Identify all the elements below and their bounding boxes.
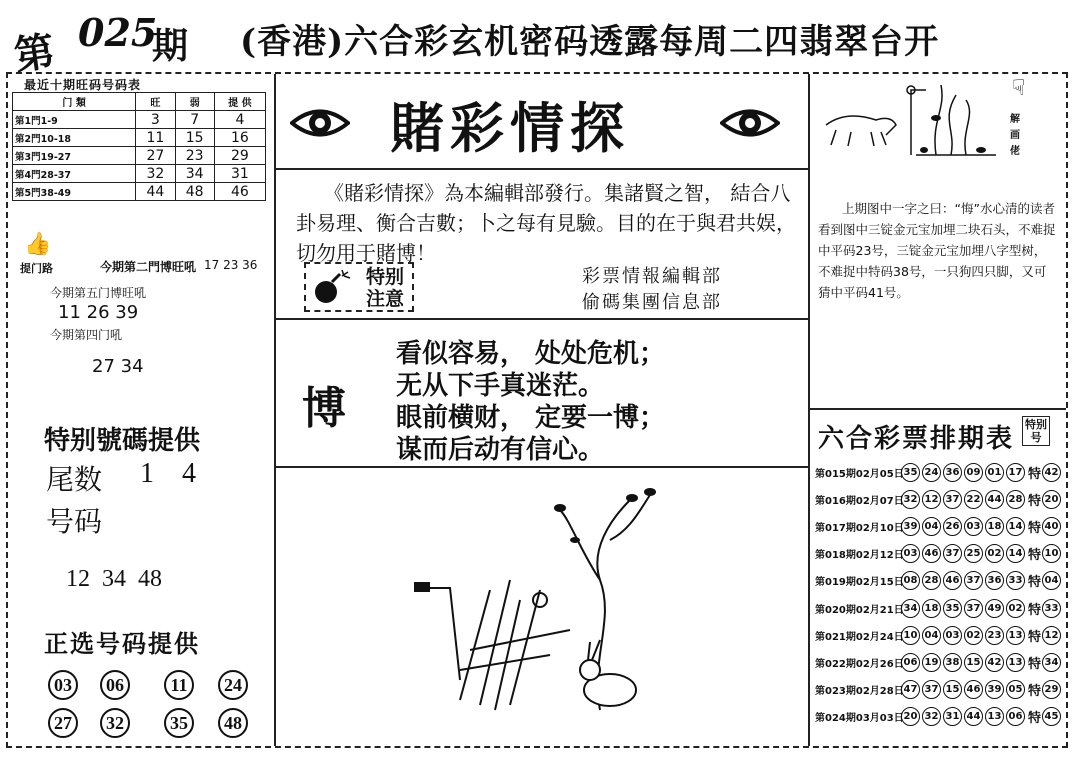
schedule-ball: 39 xyxy=(985,680,1004,699)
special-marker: 特 xyxy=(1028,548,1042,564)
pick-title: 正选号码提供 xyxy=(44,630,200,658)
schedule-date: 第022期02月26日 xyxy=(815,658,904,670)
schedule-ball: 06 xyxy=(901,653,920,672)
pick-ball: 11 xyxy=(164,670,194,700)
table-row xyxy=(13,111,266,129)
cell: 29 xyxy=(214,147,265,165)
cell: 4 xyxy=(214,111,265,129)
schedule-ball: 49 xyxy=(985,599,1004,618)
history-table xyxy=(12,92,266,201)
notice-line1: 特别 xyxy=(366,266,405,288)
schedule-date: 第020期02月21日 xyxy=(815,604,904,616)
cell: 31 xyxy=(214,165,265,183)
jiemian-label: 解 画 佬 xyxy=(1010,114,1020,157)
poem-line: 眼前横财， 定要一博； xyxy=(396,403,666,433)
special-marker: 特 xyxy=(1028,602,1042,618)
tail-label: 尾数 xyxy=(46,463,103,496)
pick-ball: 32 xyxy=(100,708,130,738)
schedule-ball: 15 xyxy=(964,653,983,672)
poem-line: 无从下手真迷茫。 xyxy=(396,371,605,401)
schedule-ball: 35 xyxy=(901,463,920,482)
schedule-ball: 32 xyxy=(901,490,920,509)
schedule-ball: 37 xyxy=(943,544,962,563)
pick-ball: 06 xyxy=(100,670,130,700)
thumb-label: 提门路 xyxy=(20,262,53,275)
tail-numbers: 1 4 xyxy=(140,458,196,489)
schedule-row xyxy=(815,486,1063,512)
schedule-special-ball: 33 xyxy=(1042,599,1061,618)
schedule-ball: 04 xyxy=(922,626,941,645)
schedule-special-ball: 29 xyxy=(1042,680,1061,699)
thumbs-up-icon: 👍 xyxy=(24,232,52,257)
schedule-ball: 46 xyxy=(922,544,941,563)
schedule-ball: 32 xyxy=(922,707,941,726)
notice-line2: 注意 xyxy=(366,288,405,310)
schedule-ball: 36 xyxy=(985,571,1004,590)
schedule-date: 第023期02月28日 xyxy=(815,686,904,698)
schedule-special-ball: 42 xyxy=(1042,463,1061,482)
schedule-ball: 36 xyxy=(943,463,962,482)
schedule-row xyxy=(815,677,1063,703)
schedule-ball: 02 xyxy=(964,626,983,645)
history-col-door: 门 類 xyxy=(13,93,136,111)
schedule-ball: 34 xyxy=(901,599,920,618)
poem-line: 谋而后动有信心。 xyxy=(396,435,605,465)
schedule-ball: 13 xyxy=(985,707,1004,726)
table-row xyxy=(13,183,266,201)
schedule-ball: 02 xyxy=(1006,599,1025,618)
pick-ball: 35 xyxy=(164,708,194,738)
cell: 32 xyxy=(136,165,175,183)
table-row xyxy=(13,129,266,147)
eye-icon xyxy=(720,104,780,142)
schedule-ball: 20 xyxy=(901,707,920,726)
poem xyxy=(396,338,665,466)
schedule-row xyxy=(815,513,1063,539)
schedule-date: 第024期03月03日 xyxy=(815,713,904,725)
schedule-ball: 03 xyxy=(943,626,962,645)
door2-numbers: 17 23 36 xyxy=(204,258,258,272)
schedule-date: 第015期02月05日 xyxy=(815,468,904,480)
schedule-ball: 15 xyxy=(943,680,962,699)
schedule-ball: 13 xyxy=(1006,626,1025,645)
schedule-ball: 26 xyxy=(943,517,962,536)
cell: 34 xyxy=(175,165,214,183)
door4-numbers: 27 34 xyxy=(92,356,144,377)
door5-numbers: 11 26 39 xyxy=(58,302,139,323)
cell: 23 xyxy=(175,147,214,165)
row-label: 第3門19-27 xyxy=(13,147,136,165)
schedule-ball: 18 xyxy=(985,517,1004,536)
riddle-text: 上期图中一字之曰：“悔”水心清的读者看到图中三锭金元宝加埋二块石头，不难捉中平码23号，三锭金元宝加埋八字型树，不难捉中特码38号，一只狗四只脚，又可猜中平码41号。 xyxy=(818,201,1056,300)
number-label: 号码 xyxy=(46,505,103,538)
schedule-ball: 44 xyxy=(964,707,983,726)
illustration xyxy=(400,480,700,720)
schedule-special-ball: 10 xyxy=(1042,544,1061,563)
schedule-ball: 37 xyxy=(943,490,962,509)
schedule-date: 第016期02月07日 xyxy=(815,495,904,507)
eye-icon xyxy=(290,104,350,142)
schedule-special-ball: 40 xyxy=(1042,517,1061,536)
special-marker: 特 xyxy=(1028,575,1042,591)
schedule-ball: 01 xyxy=(985,463,1004,482)
poem-line: 看似容易， 处处危机； xyxy=(396,339,666,369)
pick-ball: 48 xyxy=(218,708,248,738)
schedule-ball: 22 xyxy=(964,490,983,509)
cell: 16 xyxy=(214,129,265,147)
schedule-ball: 28 xyxy=(1006,490,1025,509)
schedule-ball: 02 xyxy=(985,544,1004,563)
schedule-ball: 35 xyxy=(943,599,962,618)
special-marker: 特 xyxy=(1028,711,1042,727)
schedule-ball: 09 xyxy=(964,463,983,482)
schedule-row xyxy=(815,459,1063,485)
schedule-ball: 17 xyxy=(1006,463,1025,482)
history-header-row xyxy=(13,93,266,111)
cell: 46 xyxy=(214,183,265,201)
cell: 3 xyxy=(136,111,175,129)
schedule-ball: 23 xyxy=(985,626,1004,645)
special-marker: 特 xyxy=(1028,656,1042,672)
banner-title: 賭彩情探 xyxy=(390,96,630,160)
schedule-row xyxy=(815,595,1063,621)
cell: 7 xyxy=(175,111,214,129)
schedule-ball: 37 xyxy=(922,680,941,699)
pointing-hand-icon: ☟ xyxy=(1012,76,1026,101)
cell: 27 xyxy=(136,147,175,165)
cell: 15 xyxy=(175,129,214,147)
door2-label: 今期第二門博旺吼 xyxy=(100,260,197,274)
schedule-row xyxy=(815,541,1063,567)
divider-right xyxy=(808,74,810,746)
divider-schedule xyxy=(810,408,1066,410)
page-title: (香港)六合彩玄机密码透露每周二四翡翠台开 xyxy=(240,22,940,62)
schedule-title: 六合彩票排期表 xyxy=(818,424,1015,454)
special-marker: 特 xyxy=(1028,493,1042,509)
special-title: 特别號碼提供 xyxy=(44,426,201,456)
schedule-ball: 04 xyxy=(922,517,941,536)
schedule-row xyxy=(815,622,1063,648)
schedule-ball: 31 xyxy=(943,707,962,726)
pick-ball: 27 xyxy=(48,708,78,738)
schedule-ball: 33 xyxy=(1006,571,1025,590)
special-numbers: 12 34 48 xyxy=(66,566,162,592)
schedule-ball: 14 xyxy=(1006,517,1025,536)
schedule-ball: 46 xyxy=(943,571,962,590)
schedule-special-ball: 12 xyxy=(1042,626,1061,645)
divider-poem xyxy=(275,466,808,468)
schedule-ball: 08 xyxy=(901,571,920,590)
special-marker: 特 xyxy=(1028,629,1042,645)
schedule-ball: 14 xyxy=(1006,544,1025,563)
schedule-special-ball: 45 xyxy=(1042,707,1061,726)
schedule-row xyxy=(815,704,1063,730)
row-label: 第1門1-9 xyxy=(13,111,136,129)
schedule-ball: 10 xyxy=(901,626,920,645)
schedule-ball: 46 xyxy=(964,680,983,699)
schedule-ball: 37 xyxy=(964,599,983,618)
history-col-weak: 弱 xyxy=(175,93,214,111)
row-label: 第5門38-49 xyxy=(13,183,136,201)
door4-label: 今期第四门吼 xyxy=(50,328,123,342)
schedule-ball: 05 xyxy=(1006,680,1025,699)
history-col-offer: 提 供 xyxy=(214,93,265,111)
cell: 48 xyxy=(175,183,214,201)
divider-left xyxy=(274,74,276,746)
special-number-badge: 特别号 xyxy=(1022,416,1050,446)
schedule-ball: 19 xyxy=(922,653,941,672)
issue-number: 025 xyxy=(78,10,158,55)
schedule-ball: 12 xyxy=(922,490,941,509)
schedule-ball: 44 xyxy=(985,490,1004,509)
dept-line2: 偷碼集團信息部 xyxy=(582,292,722,313)
bo-character: 博 xyxy=(302,383,346,434)
schedule-row xyxy=(815,649,1063,675)
schedule-ball: 18 xyxy=(922,599,941,618)
history-title: 最近十期旺码号码表 xyxy=(24,78,142,92)
schedule-special-ball: 04 xyxy=(1042,571,1061,590)
row-label: 第4門28-37 xyxy=(13,165,136,183)
riddle-picture xyxy=(816,80,1006,170)
issue-prefix: 第 xyxy=(11,27,58,80)
pick-ball: 03 xyxy=(48,670,78,700)
schedule-ball: 03 xyxy=(901,544,920,563)
special-marker: 特 xyxy=(1028,466,1042,482)
schedule-ball: 39 xyxy=(901,517,920,536)
schedule-ball: 06 xyxy=(1006,707,1025,726)
table-row xyxy=(13,165,266,183)
door5-label: 今期第五门博旺吼 xyxy=(50,286,147,300)
pick-ball: 24 xyxy=(218,670,248,700)
schedule-date: 第018期02月12日 xyxy=(815,550,904,562)
special-marker: 特 xyxy=(1028,684,1042,700)
schedule-ball: 38 xyxy=(943,653,962,672)
divider-banner xyxy=(275,168,808,170)
cell: 11 xyxy=(136,129,175,147)
bomb-icon xyxy=(310,268,354,308)
schedule-date: 第021期02月24日 xyxy=(815,631,904,643)
schedule-ball: 42 xyxy=(985,653,1004,672)
history-col-hot: 旺 xyxy=(136,93,175,111)
schedule-ball: 37 xyxy=(964,571,983,590)
schedule-ball: 24 xyxy=(922,463,941,482)
issue-suffix: 期 xyxy=(152,25,189,67)
schedule-ball: 47 xyxy=(901,680,920,699)
intro-text: 《賭彩情探》為本編輯部發行。集諸賢之智， 結合八卦易理、衡合吉數；卜之每有見驗。目的在于與君共娱，切勿用于賭博！ xyxy=(296,181,796,265)
schedule-ball: 13 xyxy=(1006,653,1025,672)
cell: 44 xyxy=(136,183,175,201)
row-label: 第2門10-18 xyxy=(13,129,136,147)
schedule-ball: 25 xyxy=(964,544,983,563)
schedule-date: 第017期02月10日 xyxy=(815,522,904,534)
schedule-special-ball: 20 xyxy=(1042,490,1061,509)
special-marker: 特 xyxy=(1028,520,1042,536)
schedule-ball: 28 xyxy=(922,571,941,590)
schedule-date: 第019期02月15日 xyxy=(815,577,904,589)
schedule-special-ball: 34 xyxy=(1042,653,1061,672)
divider-intro xyxy=(275,318,808,320)
table-row xyxy=(13,147,266,165)
dept-line1: 彩票情報編輯部 xyxy=(582,266,722,287)
schedule-ball: 03 xyxy=(964,517,983,536)
schedule-row xyxy=(815,568,1063,594)
